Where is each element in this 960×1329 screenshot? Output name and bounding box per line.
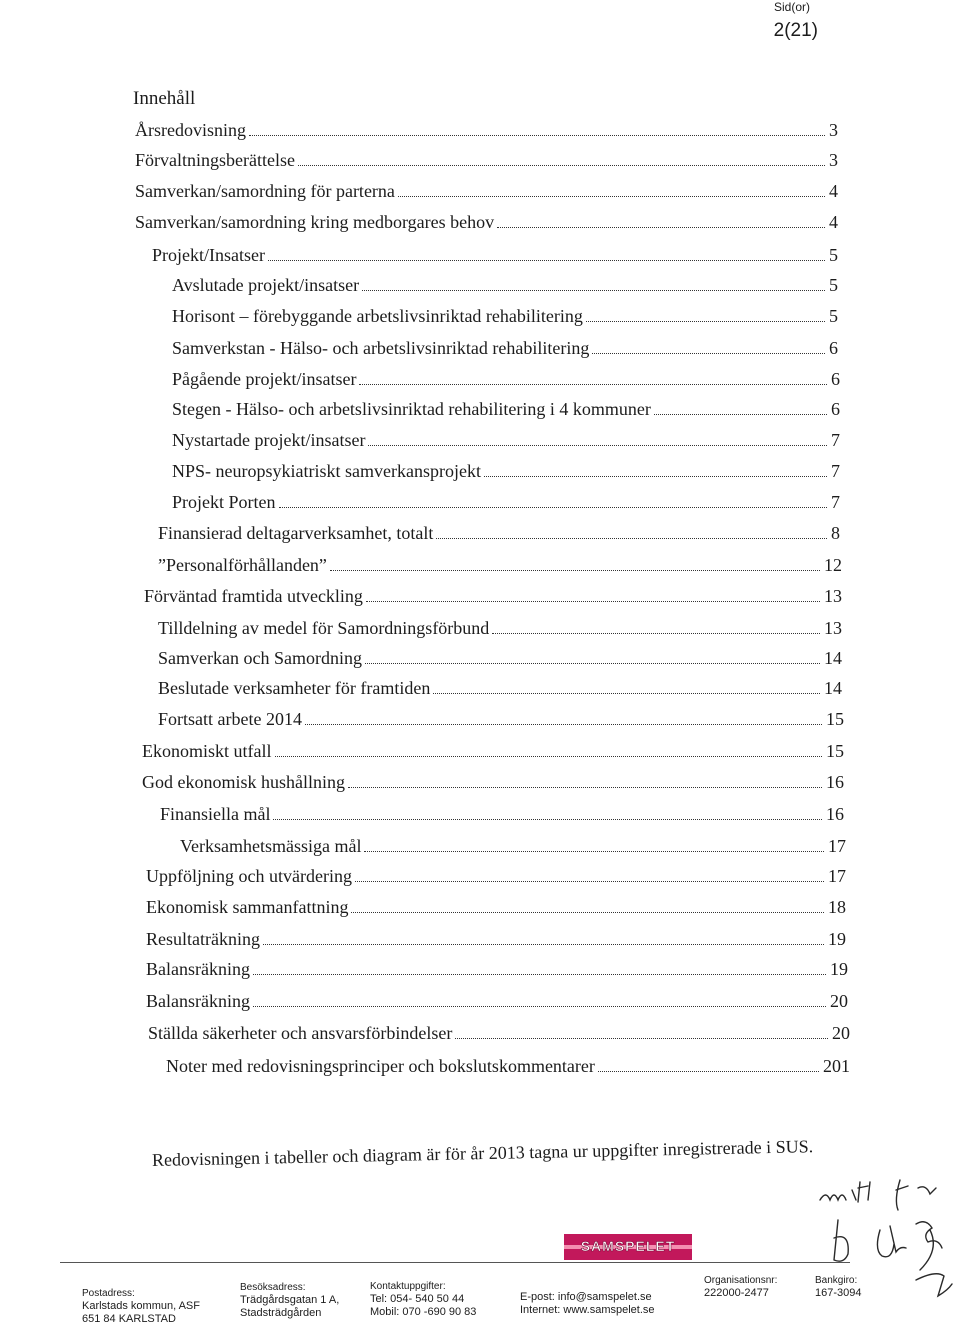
toc-entry: [172, 490, 840, 514]
toc-entry-page: 17: [828, 866, 846, 886]
toc-entry-title: Ställda säkerheter och ansvarsförbindelser: [148, 1023, 453, 1043]
toc-entry-page: 7: [831, 430, 840, 450]
footer-rule: [60, 1262, 850, 1263]
toc-entry-title: Förvaltningsberättelse: [135, 150, 295, 170]
toc-entry-page: 201: [823, 1056, 850, 1076]
toc-entry-page: 4: [829, 212, 838, 232]
toc-entry: [158, 676, 842, 700]
toc-entry-page: 13: [824, 586, 842, 606]
toc-leader: [436, 537, 827, 539]
toc-entry-page: 6: [831, 369, 840, 389]
toc-entry-title: Förväntad framtida utveckling: [144, 586, 363, 606]
toc-leader: [268, 259, 825, 261]
toc-entry-title: Nystartade projekt/insatser: [172, 430, 366, 450]
toc-leader: [497, 226, 825, 228]
toc-leader: [279, 506, 828, 508]
toc-entry-page: 20: [832, 1023, 850, 1043]
toc-leader: [355, 880, 824, 882]
org-label: Organisationsnr:: [704, 1275, 778, 1286]
toc-entry-page: 18: [828, 897, 846, 917]
toc-entry-title: Årsredovisning: [135, 120, 246, 140]
toc-entry-page: 5: [829, 275, 838, 295]
bank-label: Bankgiro:: [815, 1275, 858, 1286]
toc-entry-page: 14: [824, 678, 842, 698]
footer-web: [520, 1291, 655, 1317]
toc-entry: [148, 1021, 850, 1045]
visit-label: Besöksadress:: [240, 1282, 306, 1293]
note-text: Redovisningen i tabeller och diagram är för år 2013 tagna ur uppgifter inregistrerade i SUS.: [151, 1136, 814, 1170]
toc-leader: [365, 662, 820, 664]
toc-leader: [362, 289, 825, 291]
toc-leader: [368, 444, 827, 446]
toc-leader: [598, 1070, 819, 1072]
toc-entry-title: Beslutade verksamheter för framtiden: [158, 678, 431, 698]
toc-entry-title: Finansiella mål: [160, 804, 271, 824]
toc-entry-page: 5: [829, 306, 838, 326]
toc-entry: [172, 336, 838, 360]
handwritten-signatures: [800, 1160, 960, 1310]
toc-entry-page: 14: [824, 648, 842, 668]
samspelet-logo: [564, 1234, 692, 1260]
logo-text: SAMSPELET: [580, 1238, 676, 1254]
toc-entry: [146, 927, 846, 951]
toc-entry: [135, 210, 838, 234]
toc-entry-title: Projekt/Insatser: [152, 245, 265, 265]
bank-value: 167-3094: [815, 1287, 862, 1299]
toc-leader: [433, 692, 820, 694]
toc-leader: [305, 723, 822, 725]
toc-entry-page: 20: [830, 991, 848, 1011]
toc-entry-page: 15: [826, 741, 844, 761]
toc-leader: [275, 755, 823, 757]
toc-entry: [146, 989, 848, 1013]
toc-entry: [158, 553, 842, 577]
toc-heading: Innehåll: [133, 88, 196, 109]
toc-entry-title: Horisont – förebyggande arbetslivsinriktad rehabilitering: [172, 306, 583, 326]
toc-entry-page: 6: [831, 399, 840, 419]
footer-contact: [370, 1280, 476, 1319]
toc-entry: [172, 428, 840, 452]
footer-org: [704, 1274, 777, 1300]
toc-entry: [135, 118, 838, 142]
toc-entry-title: ”Personalförhållanden”: [158, 555, 327, 575]
toc-leader: [492, 632, 820, 634]
toc-entry: [142, 770, 844, 794]
toc-entry-page: 16: [826, 772, 844, 792]
toc-entry: [180, 834, 846, 858]
postal-label: Postadress:: [82, 1288, 135, 1299]
toc-entry-title: Balansräkning: [146, 991, 250, 1011]
footer-visit: [240, 1281, 339, 1320]
toc-leader: [253, 1005, 826, 1007]
toc-entry-title: Tilldelning av medel för Samordningsförbund: [158, 618, 490, 638]
toc-entry-page: 17: [828, 836, 846, 856]
toc-leader: [484, 475, 827, 477]
toc-entry: [135, 179, 838, 203]
toc-leader: [654, 413, 827, 415]
toc-entry-page: 6: [829, 338, 838, 358]
toc-entry: [172, 304, 838, 328]
toc-leader: [359, 383, 827, 385]
toc-entry-page: 5: [829, 245, 838, 265]
web-line1: E-post: info@samspelet.se: [520, 1291, 652, 1303]
toc-entry-title: Pågående projekt/insatser: [172, 369, 357, 389]
toc-entry: [160, 802, 844, 826]
toc-entry-page: 12: [824, 555, 842, 575]
postal-line2: 651 84 KARLSTAD: [82, 1313, 176, 1325]
toc-leader: [273, 818, 822, 820]
toc-entry-page: 3: [829, 150, 838, 170]
toc-entry: [135, 148, 838, 172]
postal-line1: Karlstads kommun, ASF: [82, 1300, 200, 1312]
toc-entry-title: Samverkan/samordning kring medborgares behov: [135, 212, 495, 232]
toc-entry: [146, 864, 846, 888]
toc-leader: [351, 911, 824, 913]
toc-leader: [592, 352, 825, 354]
toc-entry-title: Samverkstan - Hälso- och arbetslivsinriktad rehabilitering: [172, 338, 590, 358]
toc-entry: [172, 397, 840, 421]
contact-line2: Mobil: 070 -690 90 83: [370, 1306, 477, 1318]
toc-entry-title: Ekonomiskt utfall: [142, 741, 272, 761]
toc-entry: [158, 707, 844, 731]
toc-entry-page: 19: [828, 929, 846, 949]
toc-entry: [172, 367, 840, 391]
toc-leader: [398, 195, 825, 197]
visit-line1: Trädgårdsgatan 1 A,: [240, 1294, 340, 1306]
visit-line2: Stadsträdgården: [240, 1307, 322, 1319]
web-line2: Internet: www.samspelet.se: [520, 1304, 655, 1316]
toc-entry: [142, 739, 844, 763]
toc-entry-title: Stegen - Hälso- och arbetslivsinriktad rehabilitering i 4 kommuner: [172, 399, 651, 419]
toc-entry-page: 13: [824, 618, 842, 638]
toc-entry: [172, 273, 838, 297]
toc-leader: [298, 164, 825, 166]
toc-leader: [364, 850, 824, 852]
footer-postal: [82, 1287, 200, 1326]
toc-entry-page: 7: [831, 492, 840, 512]
toc-entry-title: Ekonomisk sammanfattning: [146, 897, 349, 917]
toc-entry: [146, 895, 846, 919]
toc-entry-page: 3: [829, 120, 838, 140]
toc-entry-page: 7: [831, 461, 840, 481]
toc-entry-title: Fortsatt arbete 2014: [158, 709, 302, 729]
toc-entry: [166, 1054, 850, 1078]
toc-entry-title: Resultaträkning: [146, 929, 260, 949]
toc-entry-title: Samverkan och Samordning: [158, 648, 362, 668]
toc-entry-title: Finansierad deltagarverksamhet, totalt: [158, 523, 434, 543]
toc-entry: [158, 521, 840, 545]
toc-entry-title: Verksamhetsmässiga mål: [180, 836, 362, 856]
toc-entry-title: Projekt Porten: [172, 492, 276, 512]
toc-entry-page: 8: [831, 523, 840, 543]
toc-entry-title: NPS- neuropsykiatriskt samverkansprojekt: [172, 461, 481, 481]
toc-entry-title: God ekonomisk hushållning: [142, 772, 345, 792]
toc-entry-title: Uppföljning och utvärdering: [146, 866, 352, 886]
toc-leader: [366, 600, 820, 602]
toc-leader: [455, 1037, 828, 1039]
org-value: 222000-2477: [704, 1287, 769, 1299]
toc-entry-title: Balansräkning: [146, 959, 250, 979]
toc-leader: [263, 943, 824, 945]
toc-entry-title: Samverkan/samordning för parterna: [135, 181, 395, 201]
toc-leader: [330, 569, 820, 571]
toc-entry-title: Noter med redovisningsprinciper och bokslutskommentarer: [166, 1056, 595, 1076]
toc-entry-page: 19: [830, 959, 848, 979]
toc-entry: [172, 459, 840, 483]
contact-line1: Tel: 054- 540 50 44: [370, 1293, 465, 1305]
toc-leader: [586, 320, 825, 322]
toc-entry: [158, 646, 842, 670]
toc-leader: [253, 973, 826, 975]
toc-entry: [144, 584, 842, 608]
page-number: 2(21): [773, 20, 818, 41]
toc-entry-title: Avslutade projekt/insatser: [172, 275, 360, 295]
toc-entry: [158, 616, 842, 640]
toc-entry: [146, 957, 848, 981]
toc-leader: [249, 134, 825, 136]
toc-entry-page: 15: [826, 709, 844, 729]
sid-label: Sid(or): [773, 0, 810, 14]
toc-entry: [152, 243, 838, 267]
toc-entry-page: 4: [829, 181, 838, 201]
toc-leader: [348, 786, 822, 788]
toc-entry-page: 16: [826, 804, 844, 824]
contact-label: Kontaktuppgifter:: [370, 1281, 446, 1292]
